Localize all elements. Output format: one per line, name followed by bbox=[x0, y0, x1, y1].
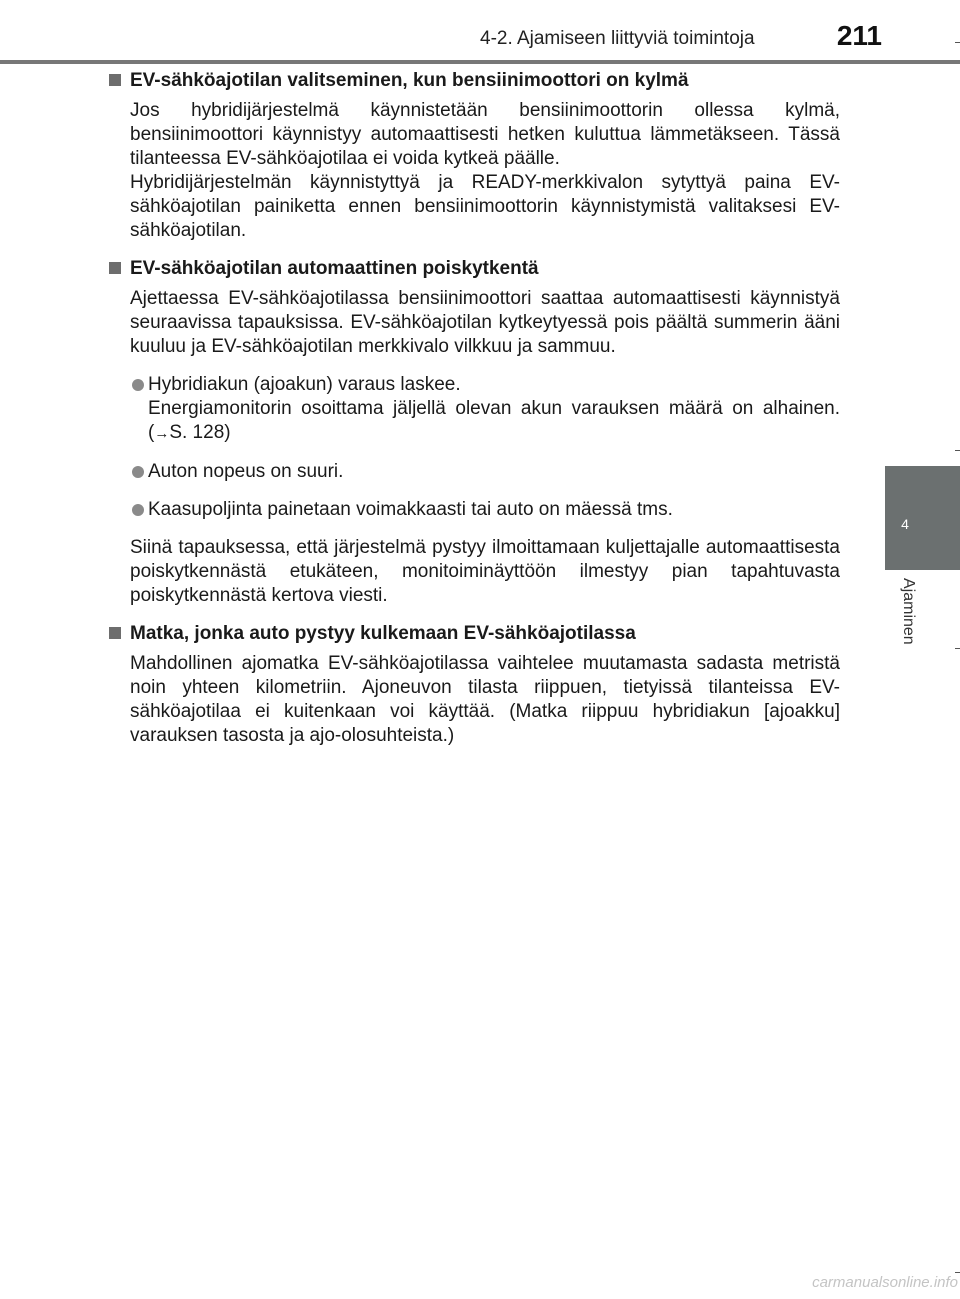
margin-tick bbox=[955, 648, 960, 649]
square-bullet-icon bbox=[109, 262, 121, 274]
circle-bullet-icon bbox=[132, 466, 144, 478]
circle-bullet-icon bbox=[132, 379, 144, 391]
section-heading bbox=[108, 622, 840, 646]
chapter-number: 4 bbox=[901, 516, 909, 532]
section-heading bbox=[108, 69, 840, 93]
bullet-detail bbox=[148, 397, 840, 446]
circle-bullet-icon bbox=[132, 504, 144, 516]
paragraph-text: Hybridijärjestelmän käynnistyttyä ja READY-merkkivalon sytyttyä paina EV-sähköajotilan painiketta ennen bensiinimoottorin käynnistymistä valitaksesi EV-sähköajotilan. bbox=[130, 172, 840, 241]
bullet-detail-text: Energiamonitorin osoittama jäljellä olevan akun varauksen määrä on alhainen. ( bbox=[148, 398, 840, 443]
margin-tick bbox=[955, 1272, 960, 1273]
paragraph: Mahdollinen ajomatka EV-sähköajotilassa vaihtelee muutamasta sadasta metristä noin yhteen kilometriin. Ajoneuvon tilasta riippuen, tietyissä tilanteissa EV-sähköajotilaa ei kuitenkaan voi käyttää. (Matka riippuu hybridiakun [ajoakku] varauksen tasosta ja ajo-olosuhteista.) bbox=[130, 653, 840, 746]
list-item bbox=[148, 460, 840, 484]
section-heading bbox=[108, 257, 840, 281]
heading-text: Matka, jonka auto pystyy kulkemaan EV-sähköajotilassa bbox=[130, 623, 636, 644]
list-item bbox=[148, 498, 840, 522]
page-number: 211 bbox=[836, 20, 882, 51]
bullet-title: Kaasupoljinta painetaan voimakkaasti tai auto on mäessä tms. bbox=[148, 499, 673, 520]
paragraph: Siinä tapauksessa, että järjestelmä pystyy ilmoittamaan kuljettajalle automaattisesta poiskytkennästä etukäteen, monitoiminäyttöön ilmestyy pian tapahtuvasta poiskytkennästä kertova viesti. bbox=[130, 537, 840, 606]
square-bullet-icon bbox=[109, 627, 121, 639]
paragraph-text: Jos hybridijärjestelmä käynnistetään bensiinimoottorin ollessa kylmä, bensiinimoottori käynnistyy automaattisesti hetken kuluttua lämmetäkseen. Tässä tilanteessa EV-sähköajotilaa ei voida kytkeä päälle. bbox=[130, 100, 840, 169]
list-item bbox=[148, 373, 840, 446]
chapter-label: Ajaminen bbox=[900, 578, 917, 645]
arrow-right-icon: → bbox=[154, 425, 170, 442]
paragraph bbox=[130, 99, 840, 243]
heading-text: EV-sähköajotilan automaattinen poiskytkentä bbox=[130, 258, 539, 279]
header-divider bbox=[0, 60, 960, 64]
page-reference: S. 128) bbox=[169, 422, 231, 443]
margin-tick bbox=[955, 42, 960, 43]
page-content bbox=[108, 69, 840, 762]
page-header bbox=[0, 0, 960, 60]
heading-text: EV-sähköajotilan valitseminen, kun bensiinimoottori on kylmä bbox=[130, 70, 689, 91]
section-title: 4-2. Ajamiseen liittyviä toimintoja bbox=[480, 28, 755, 49]
square-bullet-icon bbox=[109, 74, 121, 86]
watermark: carmanualsonline.info bbox=[812, 1274, 958, 1291]
margin-tick bbox=[955, 450, 960, 451]
bullet-title: Auton nopeus on suuri. bbox=[148, 461, 344, 482]
paragraph: Ajettaessa EV-sähköajotilassa bensiinimoottori saattaa automaattisesti käynnistyä seuraavissa tapauksissa. EV-sähköajotilan kytkeytyessä pois päältä summerin ääni kuuluu ja EV-sähköajotilan merkkivalo vilkkuu ja sammuu. bbox=[130, 288, 840, 357]
bullet-title: Hybridiakun (ajoakun) varaus laskee. bbox=[148, 374, 461, 395]
